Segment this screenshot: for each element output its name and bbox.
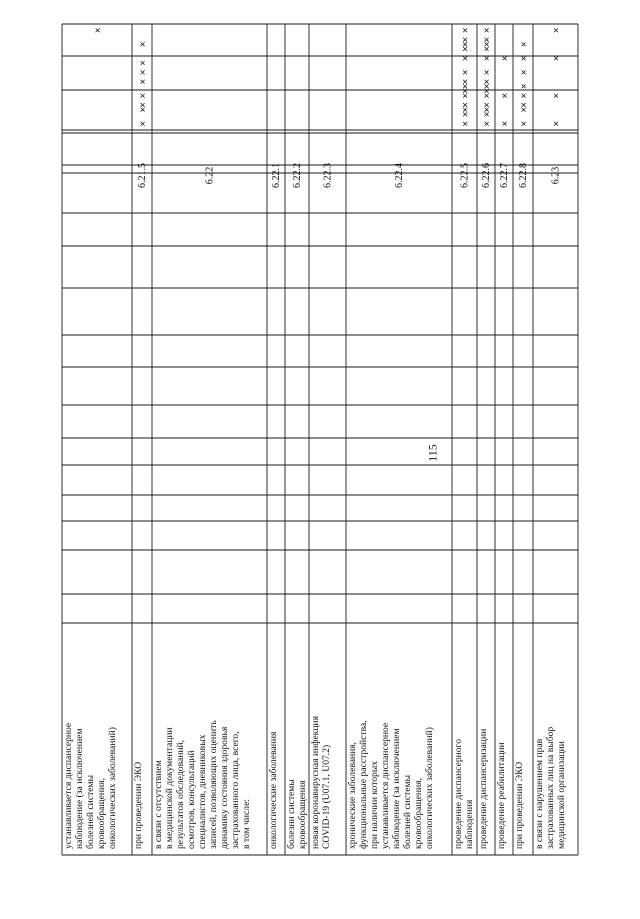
row-name-line: результатов обследований, (175, 739, 186, 849)
cross-mark: × (519, 92, 530, 99)
row-name-line: болезней системы (402, 774, 413, 849)
cross-mark: × (519, 41, 530, 48)
cross-mark: × (138, 60, 149, 66)
row-name-line: застрахованного лица, всего, (230, 731, 241, 849)
cross-mark: × (482, 41, 493, 48)
row-name-line: устанавливается диспансерное (63, 722, 74, 849)
row-name-line: онкологические заболевания (268, 731, 279, 849)
row-name-line: специалистов, дневниковых (197, 734, 208, 849)
row-name-line: устанавливается диспансерное (380, 722, 391, 849)
cross-mark: × (460, 36, 472, 43)
cross-mark: × (460, 55, 472, 62)
row-name-line: функциональные расстройства, (358, 720, 369, 849)
row-code: 6.22.4 (394, 163, 405, 188)
page-number: 115 (425, 444, 440, 462)
cross-mark: × (551, 27, 563, 34)
row-code: 6.22.6 (481, 163, 492, 188)
row-name-line: записей, позволяющих оценить (208, 720, 219, 849)
cross-mark: × (460, 92, 472, 99)
cross-mark: × (500, 120, 511, 127)
row-code: 6.22.8 (518, 163, 529, 188)
cross-mark: × (138, 120, 149, 127)
cross-mark: × (460, 41, 472, 48)
row-name-line: болезней системы (85, 774, 96, 849)
row-code: 6.22.7 (499, 163, 510, 188)
cross-mark: × (519, 69, 530, 76)
cross-mark: × (460, 102, 472, 108)
row-name-line: в связи с отсутствием (153, 760, 164, 849)
cross-mark: × (519, 120, 530, 127)
cross-mark: × (482, 46, 493, 52)
cross-mark: × (482, 111, 493, 118)
row-name-line: застрахованных лиц на выбор (545, 726, 556, 849)
cross-mark: × (519, 83, 530, 90)
row-name-line: при проведении ЭКО (514, 761, 525, 849)
row-name-line: при наличии которых (369, 760, 380, 849)
row-name-line: осмотров, консультаций (186, 750, 197, 849)
row-name-line: новая коронавирусная инфекция (310, 715, 321, 849)
row-name-line: кровообращения (297, 780, 308, 849)
row-name-line: наблюдение (за исключением (391, 728, 402, 849)
cross-mark: × (460, 88, 472, 94)
row-name-line: динамику состояния здоровья (219, 726, 230, 849)
cross-mark: × (482, 36, 493, 43)
row-name-line: хронические заболевания, (347, 741, 358, 849)
cross-mark: × (460, 46, 472, 52)
row-code: 6.21.5 (137, 163, 148, 188)
cross-mark: × (500, 55, 511, 62)
cross-mark: × (482, 106, 493, 113)
row-name-line: болезни системы (286, 779, 297, 849)
row-name-line: в том числе: (241, 798, 252, 849)
cross-mark: × (460, 106, 472, 113)
cross-mark: × (482, 69, 493, 76)
row-name-line: в медицинской документации (164, 727, 175, 849)
cross-mark: × (551, 120, 563, 127)
row-code: 6.22.1 (271, 163, 282, 188)
row-name-line: при проведении ЭКО (133, 761, 144, 849)
cross-mark: × (138, 92, 149, 99)
row-name-line: в связи с нарушением прав (534, 738, 545, 849)
cross-mark: × (551, 92, 563, 99)
cross-mark: × (482, 83, 493, 90)
cross-mark: × (460, 120, 472, 127)
row-name-line: медицинской организации (556, 741, 567, 849)
row-code: 6.22 (204, 166, 216, 185)
row-name-line: наблюдение (за исключением (74, 728, 85, 849)
cross-mark: × (460, 27, 472, 34)
cross-mark: × (138, 106, 149, 113)
row-name-line: проведение реабилитации (496, 742, 507, 849)
cross-mark: × (138, 102, 149, 108)
row-name-line: кровообращения, (96, 778, 107, 849)
cross-mark: × (551, 55, 563, 62)
cross-mark: × (519, 102, 530, 108)
row-code: 6.22.3 (322, 163, 334, 188)
row-code: 6.22.2 (292, 163, 303, 188)
row-name-line: наблюдения (464, 799, 475, 849)
cross-mark: × (482, 55, 493, 62)
cross-mark: × (482, 88, 493, 94)
cross-mark: × (138, 41, 149, 48)
cross-mark: × (519, 106, 530, 113)
row-code: 6.23 (550, 166, 562, 185)
cross-mark: × (500, 92, 511, 99)
cross-mark: × (460, 83, 472, 90)
row-name-line: проведение диспансеризации (478, 728, 489, 849)
cross-mark: × (482, 102, 493, 108)
cross-mark: × (138, 78, 149, 85)
cross-mark: × (93, 27, 104, 34)
row-name-line: онкологических заболеваний) (424, 727, 435, 849)
cross-mark: × (482, 27, 493, 34)
cross-mark: × (482, 120, 493, 127)
cross-mark: × (482, 92, 493, 99)
row-name-line: COVID-19 (U07.1, U07.2) (321, 744, 332, 849)
row-name-line: кровообращения, (413, 778, 424, 849)
cross-mark: × (460, 69, 472, 76)
cross-mark: × (519, 55, 530, 62)
cross-mark: × (138, 69, 149, 76)
row-code: 6.22.5 (459, 163, 471, 188)
cross-mark: × (460, 78, 472, 85)
row-name-line: онкологических заболеваний) (107, 727, 118, 849)
cross-mark: × (482, 78, 493, 85)
cross-mark: × (460, 111, 472, 118)
row-name-line: проведение диспансерного (453, 738, 464, 849)
